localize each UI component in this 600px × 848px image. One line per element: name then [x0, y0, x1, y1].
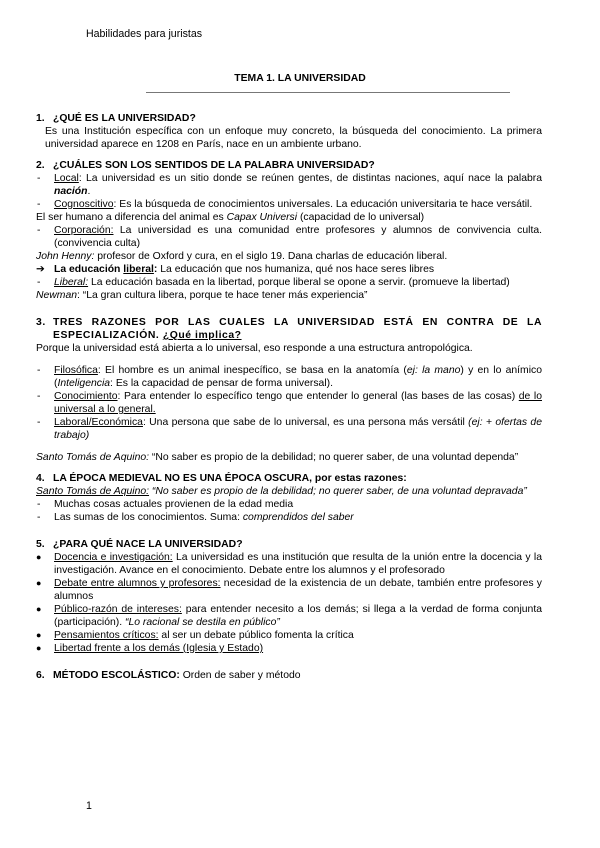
- dash-bullet: -: [37, 199, 41, 210]
- list-item-corporacion: [36, 224, 542, 250]
- text: : Es la capacidad de pensar de forma universal).: [110, 378, 333, 389]
- section-number: 3.: [36, 317, 46, 328]
- term: Debate entre alumnos y profesores:: [54, 578, 221, 589]
- term: Local: [54, 173, 79, 184]
- term: Público-razón de intereses:: [54, 604, 182, 615]
- quote: “No saber es propio de la debilidad; no querer saber, de una voluntad dependa”: [149, 452, 519, 463]
- santo-tomas-quote-2: [36, 485, 542, 498]
- text: profesor de Oxford y cura, en el siglo 19. Dana charlas de educación liberal.: [94, 251, 448, 262]
- emphasis: (ej: + ofertas de trabajo): [54, 417, 542, 441]
- dash-bullet: -: [37, 391, 41, 402]
- term: Filosófica: [54, 365, 98, 376]
- section-6-heading: [36, 669, 542, 682]
- bullet-dot-icon: ●: [36, 630, 42, 640]
- section-4-heading: [36, 472, 542, 485]
- person-name: John Henny:: [36, 251, 95, 262]
- capax-universi-line: [36, 211, 542, 224]
- section-title: LA ÉPOCA MEDIEVAL NO ES UNA ÉPOCA OSCURA, por estas razones:: [53, 473, 407, 484]
- section-number: 2.: [36, 160, 45, 171]
- definition: La universidad es una institución que resulta de la unión entre la docencia y la investigación. Avance en el conocimiento. Debate entre los alumnos y el profesorado: [54, 552, 542, 576]
- section-number: 5.: [36, 539, 45, 550]
- list-item-filosofica: [36, 364, 542, 390]
- bullet-pensamientos: [36, 629, 542, 642]
- bullet-dot-icon: ●: [36, 552, 42, 562]
- newman-line: [36, 250, 542, 263]
- emphasis: comprendidos del saber: [242, 512, 354, 523]
- arrow-icon: ➔: [36, 264, 45, 275]
- section-2-heading: [36, 159, 542, 172]
- bullet-docencia: [36, 551, 542, 577]
- punctuation: .: [87, 186, 91, 197]
- newman-quote: [36, 289, 542, 302]
- text: Muchas cosas actuales provienen de la edad media: [54, 499, 294, 510]
- quote: : “La gran cultura libera, porque te hace tener más experiencia”: [77, 290, 368, 301]
- santo-tomas-quote-1: [36, 451, 542, 464]
- list-item-liberal: [36, 276, 542, 289]
- section-text: Orden de saber y método: [179, 670, 301, 681]
- section-3-intro: Porque la universidad está abierta a lo universal, eso responde a una estructura antropológica.: [36, 343, 473, 354]
- person-name: Santo Tomás de Aquino:: [36, 452, 150, 463]
- section-title: ¿CUÁLES SON LOS SENTIDOS DE LA PALABRA UNIVERSIDAD?: [53, 160, 375, 171]
- term: Conocimiento: [54, 391, 118, 402]
- emphasis: ej: la mano: [406, 365, 461, 376]
- punctuation: :: [153, 264, 158, 275]
- list-item-edad-media: [36, 498, 542, 511]
- text: (capacidad de lo universal): [297, 212, 425, 223]
- dash-bullet: -: [37, 365, 41, 376]
- section-title-underlined: ¿Qué implica?: [162, 330, 242, 341]
- page-number: 1: [86, 800, 92, 812]
- dash-bullet: -: [37, 417, 41, 428]
- definition: para entender necesito a los demás; si llega a la verdad de forma conjunta (participación).: [54, 604, 542, 628]
- definition: al ser un debate público fomenta la crítica: [158, 630, 354, 641]
- definition: : Es la búsqueda de conocimientos universales. La educación universitaria te hace versátil.: [113, 199, 533, 210]
- text: Las sumas de los conocimientos. Suma:: [54, 512, 243, 523]
- bullet-libertad: [36, 642, 542, 655]
- section-number: 6.: [36, 670, 45, 681]
- section-title: ¿PARA QUÉ NACE LA UNIVERSIDAD?: [53, 539, 243, 550]
- section-3-heading: [36, 316, 542, 342]
- text: : El hombre es un animal inespecífico, se basa en la anatomía (: [97, 365, 407, 376]
- definition: : La universidad es un sitio donde se reúnen gentes, de distintas naciones, aquí nace la palabra: [78, 173, 542, 184]
- text-underlined: de lo universal a lo general.: [54, 391, 542, 415]
- section-1-heading: [36, 112, 542, 125]
- text: El ser humano a diferencia del animal es: [36, 212, 227, 223]
- list-item-educacion-liberal: [36, 263, 542, 276]
- person-name: Newman: [36, 290, 77, 301]
- term: Cognoscitivo: [54, 199, 114, 210]
- section-title: MÉTODO ESCOLÁSTICO:: [53, 670, 180, 681]
- definition: La educación basada en la libertad, porque liberal se opone a servir. (promueve la libertad): [88, 277, 510, 288]
- dash-bullet: -: [37, 277, 41, 288]
- bullet-dot-icon: ●: [36, 643, 42, 653]
- bullet-debate: [36, 577, 542, 603]
- term: Docencia e investigación:: [54, 552, 173, 563]
- page-header: Habilidades para juristas: [86, 28, 203, 40]
- list-item-conocimiento: [36, 390, 542, 416]
- section-number: 1.: [36, 113, 45, 124]
- text: ) y en lo anímico (: [54, 365, 542, 389]
- person-name: Santo Tomás de Aquino:: [36, 486, 150, 497]
- emphasis: Capax Universi: [226, 212, 298, 223]
- section-1-paragraph: Es una Institución específica con un enfoque muy concreto, la búsqueda del conocimiento. La primera universidad aparece en 1208 en París, nace en un ambiente urbano.: [45, 126, 542, 150]
- section-title: ¿QUÉ ES LA UNIVERSIDAD?: [53, 113, 196, 124]
- term: Pensamientos críticos:: [54, 630, 159, 641]
- section-number: 4.: [36, 473, 45, 484]
- list-item-laboral: [36, 416, 542, 442]
- definition: La universidad es una comunidad entre profesores y alumnos de convivencia culta. (convivencia culta): [54, 225, 542, 249]
- dash-bullet: -: [37, 173, 41, 184]
- list-item-cognoscitivo: [36, 198, 542, 211]
- term: La educación: [54, 264, 124, 275]
- section-5-heading: [36, 538, 542, 551]
- document-body: [36, 112, 542, 682]
- term: Liberal:: [54, 277, 89, 288]
- emphasis: Inteligencia: [57, 378, 111, 389]
- dash-bullet: -: [37, 225, 41, 236]
- title-divider: [146, 92, 510, 93]
- quote: “No saber es propio de la debilidad; no querer saber, de una voluntad depravada”: [149, 486, 527, 497]
- bullet-dot-icon: ●: [36, 578, 42, 588]
- text: : Una persona que sabe de lo universal, es una persona más versátil: [142, 417, 469, 428]
- list-item-sumas: [36, 511, 542, 524]
- document-title: TEMA 1. LA UNIVERSIDAD: [234, 73, 366, 84]
- section-title: TRES RAZONES POR LAS CUALES LA UNIVERSIDAD ESTÁ EN CONTRA DE LA ESPECIALIZACIÓN.: [53, 317, 542, 341]
- dash-bullet: -: [37, 499, 41, 510]
- definition: La educación que nos humaniza, qué nos hace seres libres: [157, 264, 435, 275]
- term: Corporación:: [54, 225, 114, 236]
- term: Libertad frente a los demás (Iglesia y Estado): [54, 643, 264, 654]
- term: Laboral/Económica: [54, 417, 143, 428]
- bullet-dot-icon: ●: [36, 604, 42, 614]
- list-item-local: [36, 172, 542, 198]
- dash-bullet: -: [37, 512, 41, 523]
- quote: “Lo racional se destila en público”: [125, 617, 280, 628]
- term-underlined: liberal: [123, 264, 154, 275]
- definition: necesidad de la existencia de un debate, también entre profesores y alumnos: [54, 578, 543, 602]
- text: : Para entender lo específico tengo que entender lo general (las bases de las cosas): [117, 391, 519, 402]
- bullet-publico: [36, 603, 542, 629]
- emphasis: nación: [54, 186, 88, 197]
